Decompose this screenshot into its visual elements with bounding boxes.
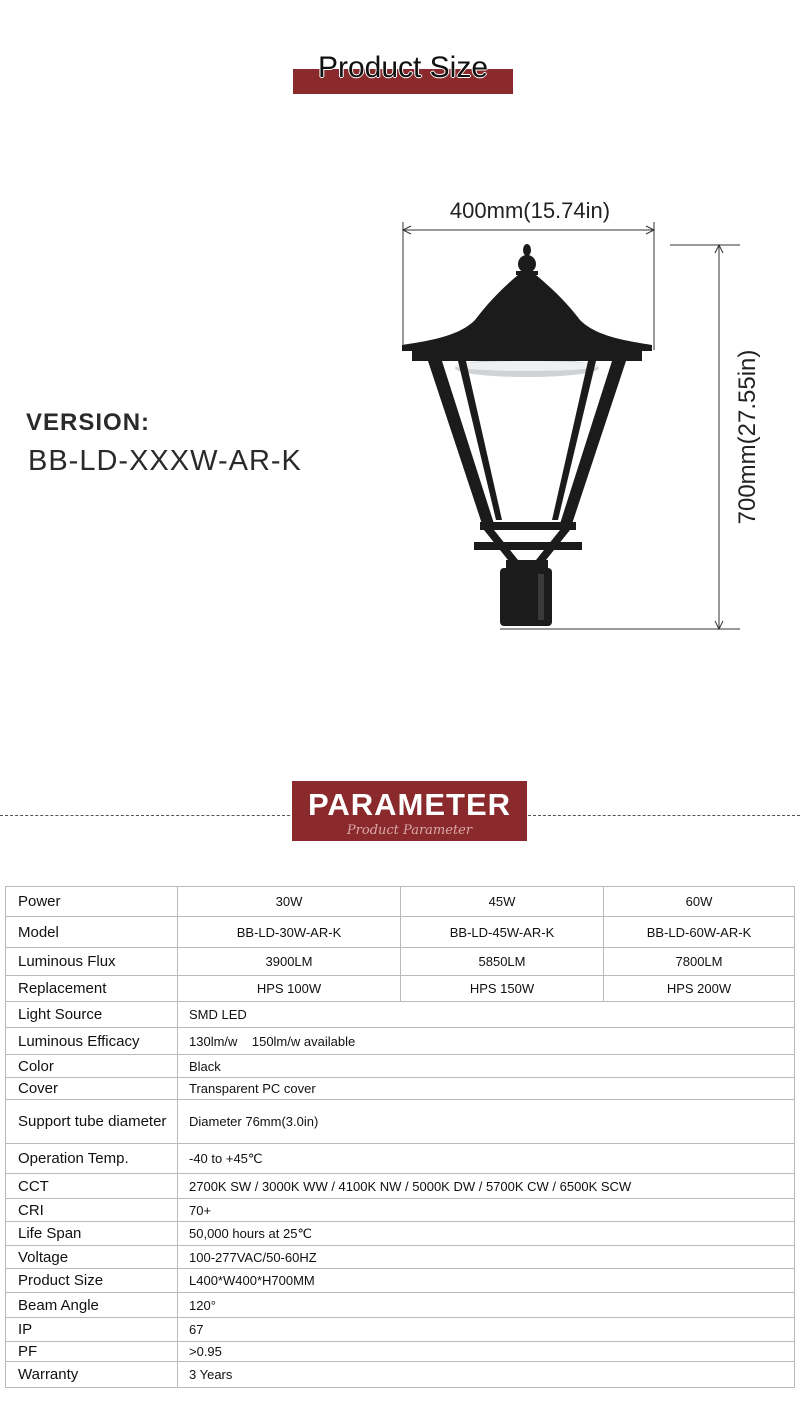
row-label: Luminous Flux <box>6 948 178 976</box>
row-label: IP <box>6 1318 178 1342</box>
street-lamp-illustration <box>402 244 652 626</box>
table-row <box>6 1144 795 1174</box>
row-label: Support tube diameter <box>6 1100 178 1144</box>
row-label: Operation Temp. <box>6 1144 178 1174</box>
row-label: Luminous Efficacy <box>6 1028 178 1055</box>
table-row <box>6 887 795 917</box>
row-label: Light Source <box>6 1002 178 1028</box>
table-cell: Diameter 76mm(3.0in) <box>178 1100 795 1144</box>
row-label: Voltage <box>6 1246 178 1269</box>
row-label: Power <box>6 887 178 917</box>
row-label: Product Size <box>6 1269 178 1293</box>
parameter-title: PARAMETER <box>307 787 512 822</box>
table-cell: 67 <box>178 1318 795 1342</box>
row-label: Beam Angle <box>6 1293 178 1318</box>
product-size-header <box>293 50 513 94</box>
table-row <box>6 976 795 1002</box>
table-row <box>6 948 795 976</box>
table-row <box>6 1318 795 1342</box>
row-label: PF <box>6 1342 178 1362</box>
row-label: Warranty <box>6 1362 178 1388</box>
row-label: Cover <box>6 1078 178 1100</box>
height-dimension-label: 700mm(27.55in) <box>734 349 761 525</box>
table-row <box>6 1002 795 1028</box>
table-row <box>6 1199 795 1222</box>
parameter-subtitle: Product Parameter <box>346 823 473 838</box>
table-row <box>6 1028 795 1055</box>
table-cell: Black <box>178 1055 795 1078</box>
table-cell: 30W <box>178 887 401 917</box>
table-cell: 60W <box>604 887 795 917</box>
table-cell: BB-LD-60W-AR-K <box>604 917 795 948</box>
table-cell: 45W <box>401 887 604 917</box>
table-cell: L400*W400*H700MM <box>178 1269 795 1293</box>
table-cell: HPS 100W <box>178 976 401 1002</box>
table-cell: -40 to +45℃ <box>178 1144 795 1174</box>
table-cell: 7800LM <box>604 948 795 976</box>
table-row <box>6 1269 795 1293</box>
version-label: VERSION: <box>26 409 151 436</box>
row-label: Life Span <box>6 1222 178 1246</box>
table-cell: BB-LD-45W-AR-K <box>401 917 604 948</box>
table-cell: 5850LM <box>401 948 604 976</box>
table-row <box>6 1222 795 1246</box>
table-row <box>6 1078 795 1100</box>
row-label: Color <box>6 1055 178 1078</box>
spec-table <box>5 886 795 1388</box>
table-row <box>6 917 795 948</box>
table-row <box>6 1293 795 1318</box>
table-row <box>6 1246 795 1269</box>
divider-right <box>528 815 800 816</box>
table-row <box>6 1362 795 1388</box>
table-cell: HPS 200W <box>604 976 795 1002</box>
lamp-dimension-drawing <box>390 190 750 640</box>
table-cell: 70+ <box>178 1199 795 1222</box>
table-cell: SMD LED <box>178 1002 795 1028</box>
table-cell: HPS 150W <box>401 976 604 1002</box>
version-code: BB-LD-XXXW-AR-K <box>28 445 302 477</box>
row-label: CRI <box>6 1199 178 1222</box>
product-size-title: Product Size <box>317 51 489 84</box>
table-cell: 120° <box>178 1293 795 1318</box>
table-row <box>6 1174 795 1199</box>
table-row <box>6 1100 795 1144</box>
table-cell: 100-277VAC/50-60HZ <box>178 1246 795 1269</box>
table-cell: 130lm/w 150lm/w available <box>178 1028 795 1055</box>
row-label: Model <box>6 917 178 948</box>
row-label: CCT <box>6 1174 178 1199</box>
divider-left <box>0 815 290 816</box>
table-cell: >0.95 <box>178 1342 795 1362</box>
table-cell: Transparent PC cover <box>178 1078 795 1100</box>
table-row <box>6 1342 795 1362</box>
table-cell: BB-LD-30W-AR-K <box>178 917 401 948</box>
table-cell: 3 Years <box>178 1362 795 1388</box>
table-cell: 50,000 hours at 25℃ <box>178 1222 795 1246</box>
table-cell: 2700K SW / 3000K WW / 4100K NW / 5000K DW / 5700K CW / 6500K SCW <box>178 1174 795 1199</box>
table-cell: 3900LM <box>178 948 401 976</box>
width-dimension-label: 400mm(15.74in) <box>449 198 611 223</box>
parameter-header <box>292 781 527 841</box>
row-label: Replacement <box>6 976 178 1002</box>
table-row <box>6 1055 795 1078</box>
